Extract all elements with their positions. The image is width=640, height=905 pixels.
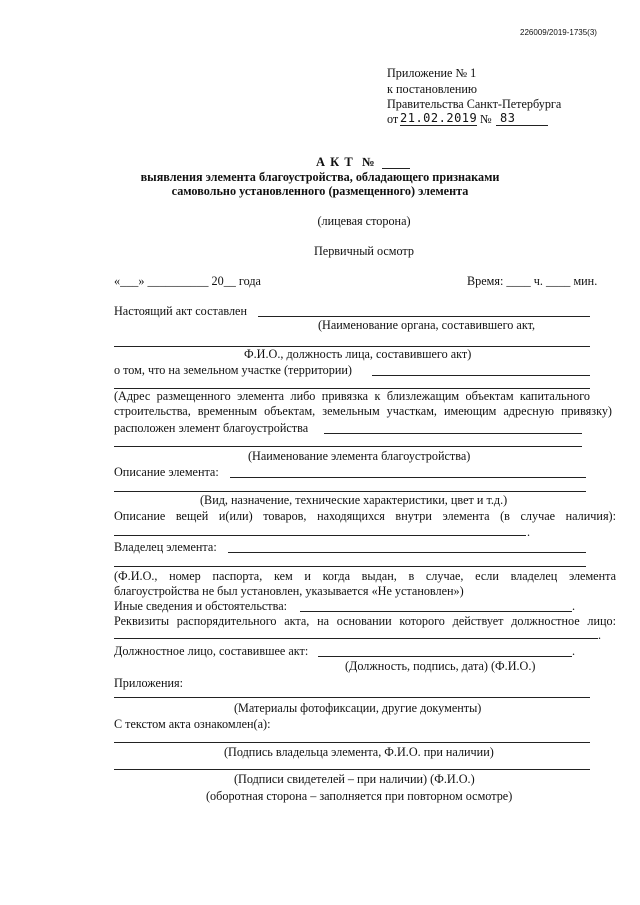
appendix-date: 21.02.2019 — [400, 111, 478, 125]
element-desc-label: Описание элемента: — [114, 465, 219, 479]
owner-hint-1: (Ф.И.О., номер паспорта, кем и когда выдан, в случае, если владелец элемента — [114, 569, 616, 583]
land-line[interactable] — [372, 375, 590, 376]
act-compiled-line[interactable] — [258, 316, 590, 317]
owner-label: Владелец элемента: — [114, 540, 217, 554]
owner-signature-hint: (Подпись владельца элемента, Ф.И.О. при наличии) — [224, 745, 494, 759]
attachments-label: Приложения: — [114, 676, 183, 690]
other-info-label: Иные сведения и обстоятельства: — [114, 599, 288, 613]
time-field[interactable]: Время: ____ ч. ____ мин. — [467, 274, 598, 288]
appendix-line-2: к постановлению — [387, 82, 478, 96]
official-line[interactable] — [318, 656, 572, 657]
date-field[interactable]: «___» __________ 20__ года — [114, 274, 261, 288]
order-details-line[interactable] — [114, 638, 598, 639]
order-details-period: . — [598, 628, 602, 642]
appendix-num-prefix: № — [480, 112, 492, 126]
official-label: Должностное лицо, составившее акт: — [114, 644, 309, 658]
attachments-hint: (Материалы фотофиксации, другие документы) — [234, 701, 482, 715]
act-title-line-2: выявления элемента благоустройства, обладающего признаками — [140, 170, 500, 184]
other-info-line[interactable] — [300, 611, 572, 612]
goods-desc-line[interactable] — [114, 535, 526, 536]
attachments-line[interactable] — [114, 697, 590, 698]
witness-signature-line[interactable] — [114, 769, 590, 770]
element-desc-line-2[interactable] — [114, 491, 586, 492]
appendix-line-1: Приложение № 1 — [387, 66, 477, 80]
owner-line-2[interactable] — [114, 566, 586, 567]
person-hint: Ф.И.О., должность лица, составившего акт) — [244, 347, 472, 361]
address-hint-2: строительства, временным объектам, земельным участкам, имеющим адресную привязку) — [114, 404, 612, 418]
appendix-date-underline — [400, 125, 477, 126]
other-info-period: . — [572, 599, 576, 613]
acquainted-label: С текстом акта ознакомлен(а): — [114, 717, 271, 731]
side-label: (лицевая сторона) — [317, 214, 411, 228]
element-desc-hint: (Вид, назначение, технические характеристики, цвет и т.д.) — [200, 493, 508, 507]
located-line[interactable] — [324, 433, 582, 434]
appendix-line-3: Правительства Санкт-Петербурга — [387, 97, 562, 111]
act-word: А К Т — [316, 155, 354, 169]
official-hint: (Должность, подпись, дата) (Ф.И.О.) — [345, 659, 536, 673]
owner-hint-2: благоустройства не был установлен, указывается «Не установлен») — [114, 584, 464, 598]
document-number: 226009/2019-1735(3) — [520, 28, 597, 37]
act-number-sign: № — [362, 155, 375, 169]
witness-signature-hint: (Подписи свидетелей – при наличии) (Ф.И.О.) — [234, 772, 475, 786]
act-title-line-3: самовольно установленного (размещенного) элемента — [171, 184, 469, 198]
owner-signature-line[interactable] — [114, 742, 590, 743]
land-label: о том, что на земельном участке (территории) — [114, 363, 352, 377]
address-hint-1: (Адрес размещенного элемента либо привязка к близлежащим объектам капитального — [114, 389, 590, 403]
located-line-2[interactable] — [114, 446, 582, 447]
appendix-from-prefix: от — [387, 112, 399, 126]
located-label: расположен элемент благоустройства — [114, 421, 309, 435]
order-details-label: Реквизиты распорядительного акта, на основании которого действует должностное лицо: — [114, 614, 616, 628]
org-hint: (Наименование органа, составившего акт, — [318, 318, 536, 332]
appendix-number-underline — [496, 125, 548, 126]
act-number-blank — [382, 168, 410, 169]
element-desc-line[interactable] — [230, 477, 586, 478]
owner-line[interactable] — [228, 552, 586, 553]
reverse-side-hint: (оборотная сторона – заполняется при повторном осмотре) — [206, 789, 513, 803]
appendix-number: 83 — [500, 111, 516, 125]
act-compiled-label: Настоящий акт составлен — [114, 304, 247, 318]
inspection-type: Первичный осмотр — [313, 244, 414, 258]
goods-desc-period: . — [527, 525, 531, 539]
goods-desc-label: Описание вещей и(или) товаров, находящихся внутри элемента (в случае наличия): — [114, 509, 616, 523]
official-period: . — [572, 644, 576, 658]
element-name-hint: (Наименование элемента благоустройства) — [248, 449, 471, 463]
